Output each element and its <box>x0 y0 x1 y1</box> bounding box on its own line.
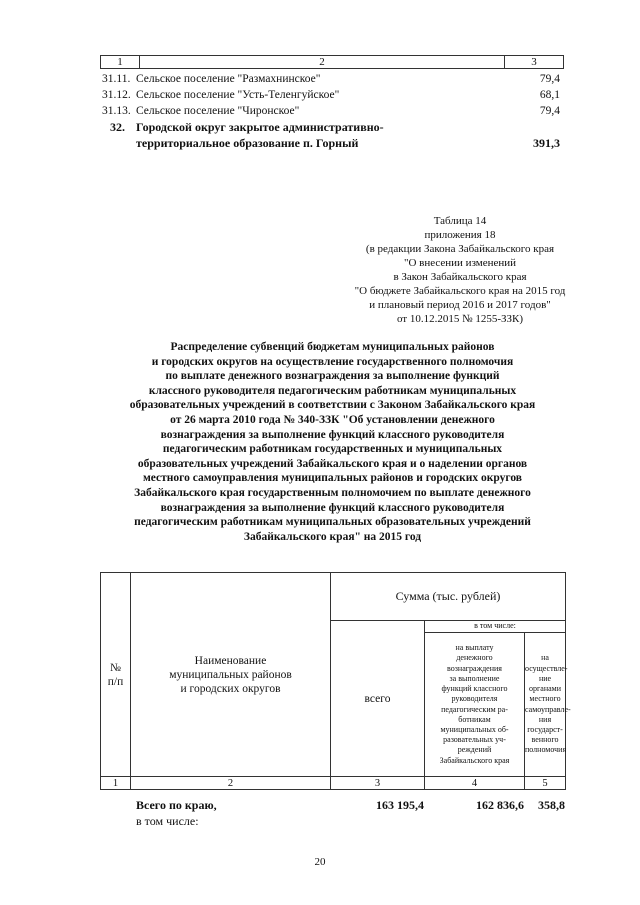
heading-line: и городских округов на осуществление государственного полномочия <box>151 355 514 368</box>
heading-line: образовательных учреждений в соответствии с Законом Забайкальского края <box>129 399 536 412</box>
col-index-2: 2 <box>131 777 331 790</box>
row-name-line-1: Городской округ закрытое административно- <box>136 120 384 134</box>
row-number: 31.13. <box>102 105 131 117</box>
caption-line: в Закон Забайкальского края <box>393 271 527 283</box>
table-row <box>100 87 564 103</box>
caption-line: и плановый период 2016 и 2017 годов" <box>369 299 551 311</box>
col-number-3: 3 <box>505 56 564 69</box>
col-name-line-1: Наименование <box>194 654 267 667</box>
heading-line: вознаграждения за выполнение функций классного руководителя <box>160 501 505 514</box>
header-line: функций классного <box>441 684 508 694</box>
sum-header: Сумма (тыс. рублей) <box>331 573 566 621</box>
caption-line: Таблица 14 <box>433 215 487 227</box>
row-name <box>136 119 456 151</box>
heading-line: местного самоуправления муниципальных районов и городских округов <box>142 472 523 485</box>
payment-column-header <box>425 633 525 777</box>
table-row-city-district <box>100 119 564 153</box>
col-index-3: 3 <box>331 777 425 790</box>
including-header: в том числе: <box>425 621 566 633</box>
col-index-4: 4 <box>425 777 525 790</box>
col-index-1: 1 <box>101 777 131 790</box>
row-number: 31.12. <box>102 89 131 101</box>
totals-all: 163 195,4 <box>376 798 424 812</box>
header-line: муниципальных об- <box>440 724 509 734</box>
heading-line: от 26 марта 2010 года № 340-ЗЗК "Об установлении денежного <box>170 413 495 426</box>
table-row <box>100 103 564 119</box>
col-number-header <box>101 573 131 777</box>
col-number-1: 1 <box>101 56 140 69</box>
page-number: 20 <box>314 856 326 868</box>
col-number-label-2: п/п <box>107 675 124 688</box>
col-number-label: № <box>110 661 121 674</box>
heading-line: педагогическим работникам муниципальных образовательных учреждений <box>134 516 531 529</box>
heading-line: вознаграждения за выполнение функций классного руководителя <box>160 428 505 441</box>
heading-line: Распределение субвенций бюджетам муниципальных районов <box>170 341 495 353</box>
heading-line: педагогическим работникам государственных и муниципальных <box>162 443 503 456</box>
totals-label: Всего по краю, <box>136 798 217 812</box>
caption-line: "О внесении изменений <box>403 257 517 269</box>
row-number: 31.11. <box>102 73 131 85</box>
continuation-rows <box>100 71 564 153</box>
header-line: на выплату <box>455 643 494 653</box>
totals-row <box>100 798 565 814</box>
header-line: ботникам <box>458 714 491 724</box>
heading-line: Забайкальского края государственным полномочием по выплате денежного <box>134 486 531 499</box>
table-row <box>100 71 564 87</box>
caption-line: от 10.12.2015 № 1255-ЗЗК) <box>396 313 524 325</box>
header-line: Забайкальского края <box>439 755 510 765</box>
total-column-header: всего <box>331 621 425 777</box>
header-line: венного <box>531 735 559 745</box>
totals-block <box>100 798 565 830</box>
row-value: 391,3 <box>533 136 560 150</box>
caption-line: (в редакции Закона Забайкальского края <box>365 243 555 255</box>
continuation-table-header <box>100 55 564 69</box>
header-line: руководителя <box>451 694 498 704</box>
col-name-line-3: и городских округов <box>180 682 281 695</box>
row-value: 79,4 <box>539 105 560 117</box>
table-caption <box>320 214 600 326</box>
including-row <box>100 814 565 830</box>
header-line: самоуправле- <box>525 704 571 714</box>
row-name: Сельское поселение "Чиронское" <box>136 105 300 117</box>
col-name-line-2: муниципальных районов <box>169 668 292 681</box>
authority-column-header <box>525 633 571 777</box>
col-index-5: 5 <box>525 777 566 790</box>
header-line: за выполнение <box>449 673 500 683</box>
heading-line: Забайкальского края" на 2015 год <box>243 530 422 543</box>
heading-line: классного руководителя педагогическим работникам муниципальных <box>148 384 517 397</box>
caption-line: приложения 18 <box>424 229 496 241</box>
row-name: Сельское поселение "Размахнинское" <box>136 73 321 85</box>
including-label: в том числе: <box>136 814 199 828</box>
totals-payment: 162 836,6 <box>476 798 524 812</box>
header-line: педагогическим ра- <box>441 704 508 714</box>
header-line: реждений <box>457 745 492 755</box>
row-name-line-2: территориальное образование п. Горный <box>136 136 359 150</box>
caption-line: "О бюджете Забайкальского края на 2015 год <box>354 285 566 297</box>
row-value: 68,1 <box>539 89 560 101</box>
col-number-2: 2 <box>140 56 505 69</box>
heading-line: по выплате денежного вознаграждения за выполнение функций <box>165 370 500 383</box>
col-name-header <box>131 573 331 777</box>
heading-line: образовательных учреждений Забайкальского края и о наделении органов <box>137 457 528 470</box>
header-line: местного <box>529 694 561 704</box>
header-line: ния государст- <box>527 714 563 734</box>
header-line: разовательных уч- <box>443 735 506 745</box>
header-line: денежного <box>456 653 493 663</box>
totals-authority: 358,8 <box>538 798 565 812</box>
header-line: вознаграждения <box>447 663 502 673</box>
document-heading <box>100 340 565 544</box>
row-number: 32. <box>110 120 125 134</box>
row-value: 79,4 <box>539 73 560 85</box>
row-name: Сельское поселение "Усть-Теленгуйское" <box>136 89 340 101</box>
header-line: полномочия <box>525 745 567 755</box>
subvention-table-header <box>100 572 571 790</box>
header-line: на осуществле- <box>525 653 568 673</box>
header-line: ние органами <box>528 673 561 694</box>
